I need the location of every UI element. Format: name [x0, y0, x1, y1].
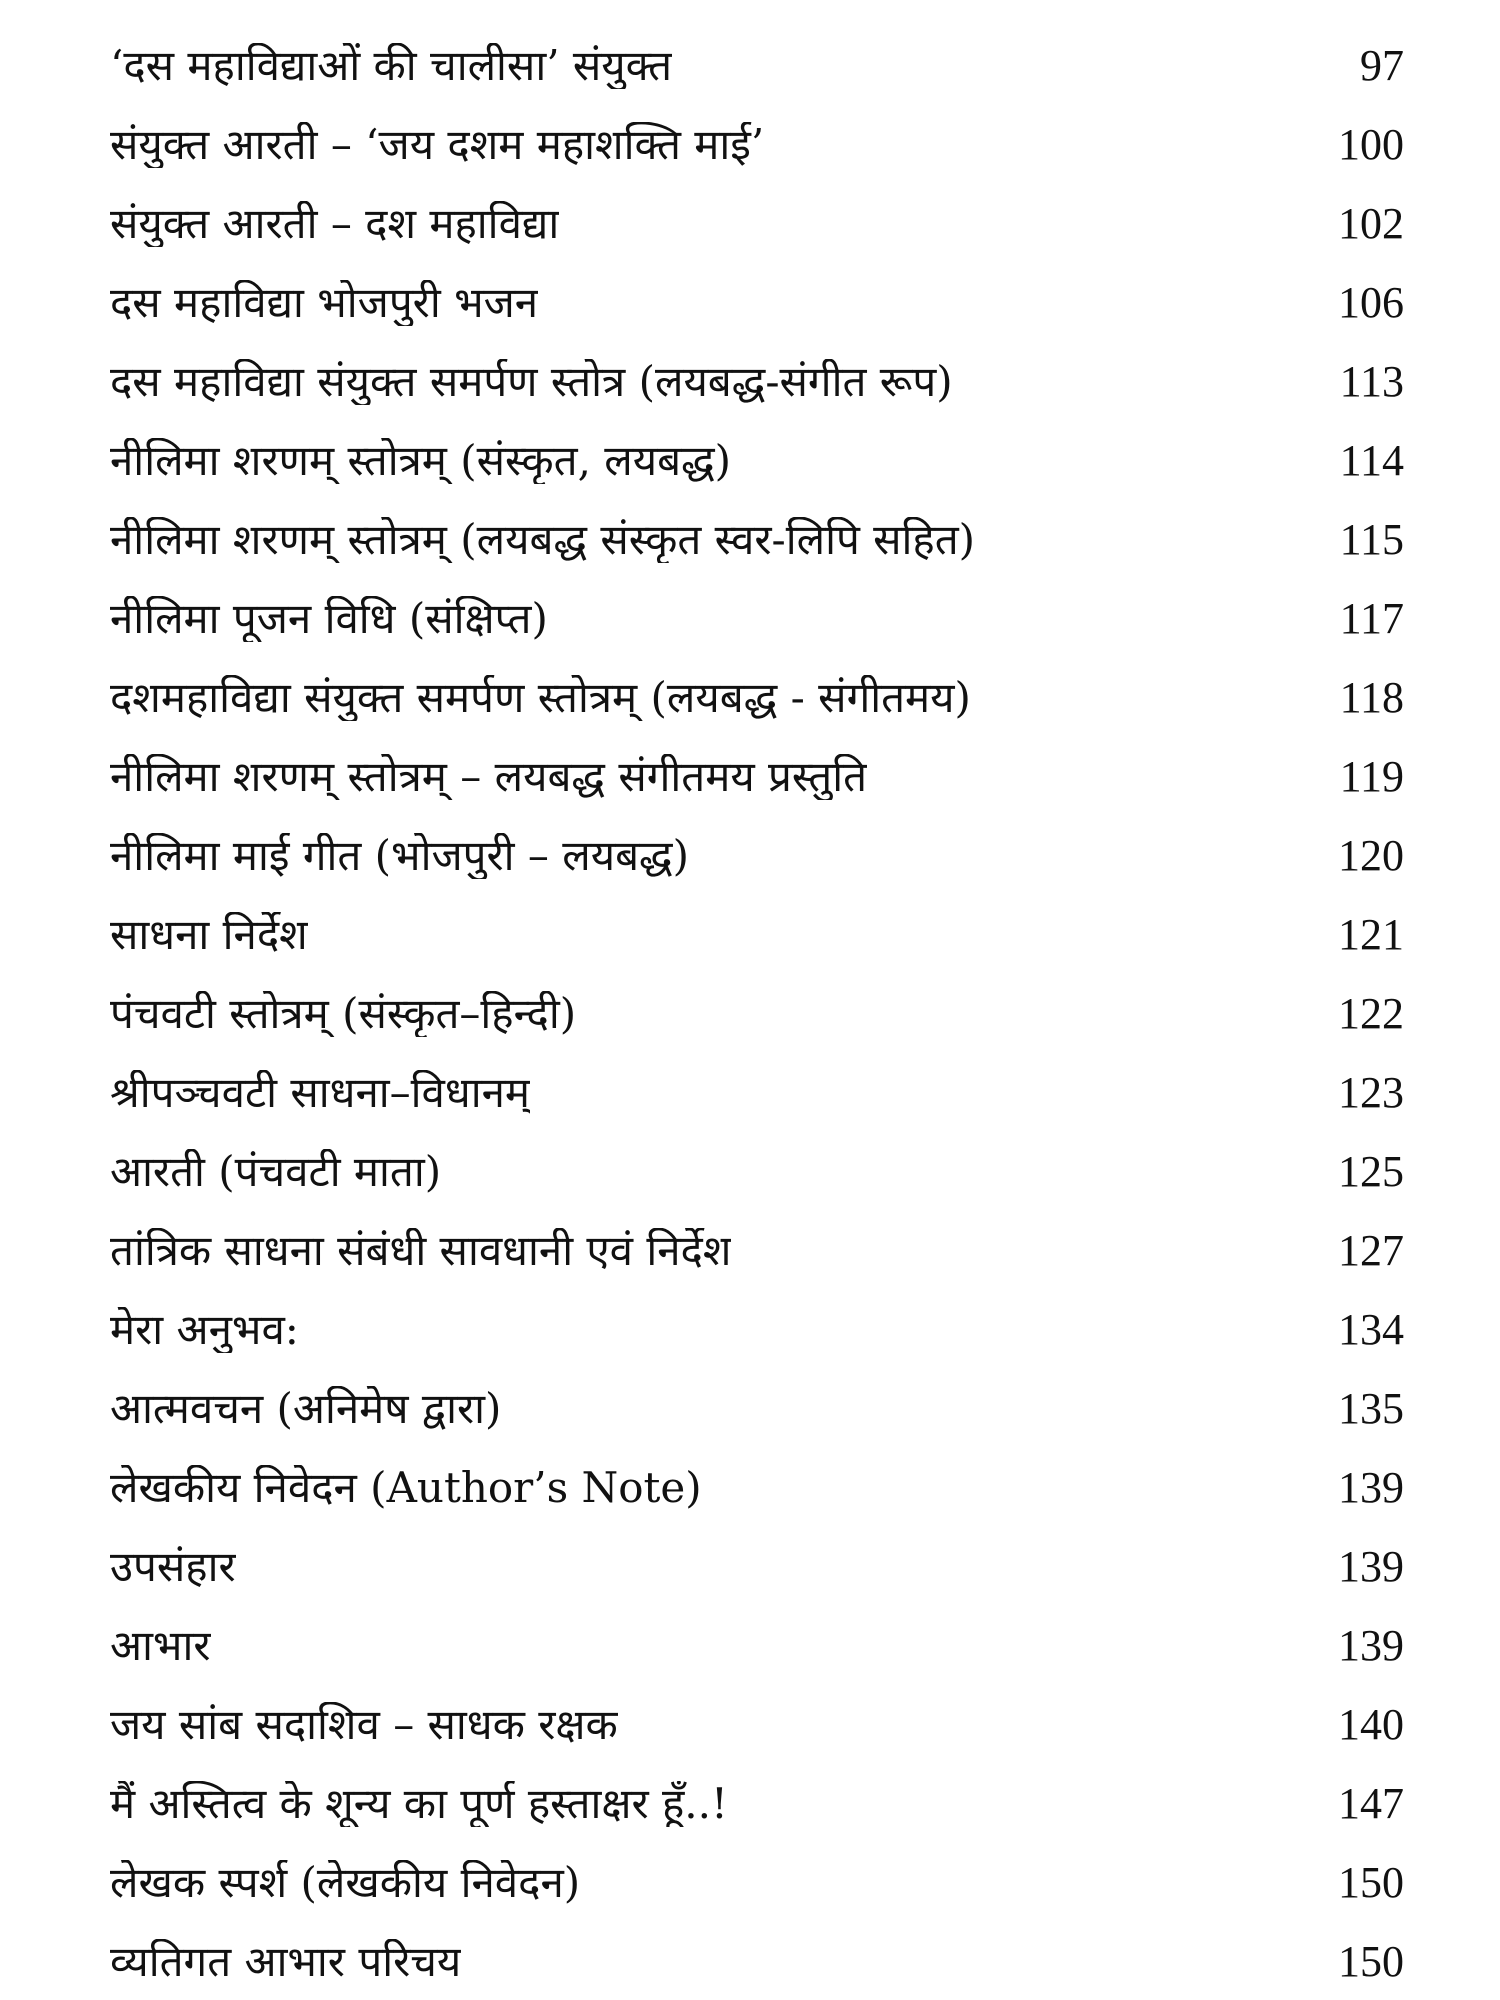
- toc-row: [110, 1690, 1410, 1760]
- toc-page-number: 119: [1339, 752, 1404, 801]
- toc-page-number: 125: [1338, 1147, 1404, 1196]
- toc-page-number: 97: [1360, 41, 1404, 90]
- toc-row: [110, 1769, 1410, 1839]
- toc-page-number: 120: [1338, 831, 1404, 880]
- toc-row: [110, 189, 1410, 259]
- toc-row: [110, 1848, 1410, 1918]
- toc-title: मेरा अनुभव:: [110, 1306, 299, 1354]
- toc-title: नीलिमा पूजन विधि (संक्षिप्त): [110, 595, 548, 643]
- toc-title: श्रीपञ्चवटी साधना–विधानम्: [110, 1069, 530, 1117]
- toc-row: [110, 110, 1410, 180]
- toc-title: साधना निर्देश: [110, 911, 308, 959]
- toc-title: संयुक्त आरती – दश महाविद्या: [110, 200, 560, 248]
- toc-page-number: 122: [1338, 989, 1404, 1038]
- toc-row: [110, 31, 1410, 101]
- toc-title: ‘दस महाविद्याओं की चालीसा’ संयुक्त: [110, 42, 673, 90]
- toc-row: [110, 1927, 1410, 1997]
- toc-title: नीलिमा शरणम् स्तोत्रम् (संस्कृत, लयबद्ध): [110, 437, 732, 485]
- toc-page-number: 139: [1338, 1621, 1404, 1670]
- toc-row: [110, 426, 1410, 496]
- toc-page-number: 117: [1339, 594, 1404, 643]
- toc-row: [110, 1137, 1410, 1207]
- toc-title: दस महाविद्या संयुक्त समर्पण स्तोत्र (लयबद्ध-संगीत रूप): [110, 358, 953, 406]
- toc-row: [110, 505, 1410, 575]
- toc-row: [110, 1374, 1410, 1444]
- toc-page-number: 150: [1338, 1937, 1404, 1986]
- toc-page-number: 118: [1339, 673, 1404, 722]
- toc-title: लेखकीय निवेदन (Author’s Note): [110, 1464, 702, 1512]
- toc-title: व्यतिगत आभार परिचय: [110, 1938, 462, 1986]
- toc-row: [110, 1216, 1410, 1286]
- toc-title: उपसंहार: [110, 1543, 236, 1591]
- toc-title: आत्मवचन (अनिमेष द्वारा): [110, 1385, 502, 1433]
- toc-row: [110, 347, 1410, 417]
- toc-title: पंचवटी स्तोत्रम् (संस्कृत–हिन्दी): [110, 990, 577, 1038]
- toc-row: [110, 1295, 1410, 1365]
- toc-title: लेखक स्पर्श (लेखकीय निवेदन): [110, 1859, 581, 1907]
- toc-title: नीलिमा शरणम् स्तोत्रम् (लयबद्ध संस्कृत स्वर-लिपि सहित): [110, 516, 976, 564]
- toc-row: [110, 821, 1410, 891]
- toc-row: [110, 1453, 1410, 1523]
- toc-title: नीलिमा माई गीत (भोजपुरी – लयबद्ध): [110, 832, 689, 880]
- toc-title: जय सांब सदाशिव – साधक रक्षक: [110, 1701, 618, 1749]
- toc-title: आरती (पंचवटी माता): [110, 1148, 442, 1196]
- toc-row: [110, 1058, 1410, 1128]
- toc-row: [110, 663, 1410, 733]
- toc-page-number: 123: [1338, 1068, 1404, 1117]
- toc-row: [110, 268, 1410, 338]
- toc-title: तांत्रिक साधना संबंधी सावधानी एवं निर्देश: [110, 1227, 732, 1275]
- toc-page-number: 134: [1338, 1305, 1404, 1354]
- toc-page-number: 121: [1338, 910, 1404, 959]
- toc-page-number: 147: [1338, 1779, 1404, 1828]
- toc-page-number: 140: [1338, 1700, 1404, 1749]
- toc-title: संयुक्त आरती – ‘जय दशम महाशक्ति माई’: [110, 121, 765, 169]
- toc-title: दशमहाविद्या संयुक्त समर्पण स्तोत्रम् (लयबद्ध - संगीतमय): [110, 674, 971, 722]
- toc-row: [110, 584, 1410, 654]
- toc-page-number: 115: [1339, 515, 1404, 564]
- toc-row: [110, 979, 1410, 1049]
- toc-row: [110, 742, 1410, 812]
- toc-page-number: 127: [1338, 1226, 1404, 1275]
- toc-page-number: 139: [1338, 1542, 1404, 1591]
- toc-page-number: 100: [1338, 120, 1404, 169]
- toc-page-number: 150: [1338, 1858, 1404, 1907]
- toc-page-number: 106: [1338, 278, 1404, 327]
- toc-page-number: 102: [1338, 199, 1404, 248]
- toc-row: [110, 1611, 1410, 1681]
- toc-title: नीलिमा शरणम् स्तोत्रम् – लयबद्ध संगीतमय प्रस्तुति: [110, 753, 868, 801]
- toc-page-number: 139: [1338, 1463, 1404, 1512]
- toc-title: दस महाविद्या भोजपुरी भजन: [110, 279, 539, 327]
- toc-title: आभार: [110, 1622, 211, 1670]
- toc-row: [110, 1532, 1410, 1602]
- toc-row: [110, 900, 1410, 970]
- toc-page-number: 113: [1339, 357, 1404, 406]
- toc-page-number: 114: [1339, 436, 1404, 485]
- toc-title: मैं अस्तित्व के शून्य का पूर्ण हस्ताक्षर हूँ..!: [110, 1780, 728, 1828]
- toc-page-number: 135: [1338, 1384, 1404, 1433]
